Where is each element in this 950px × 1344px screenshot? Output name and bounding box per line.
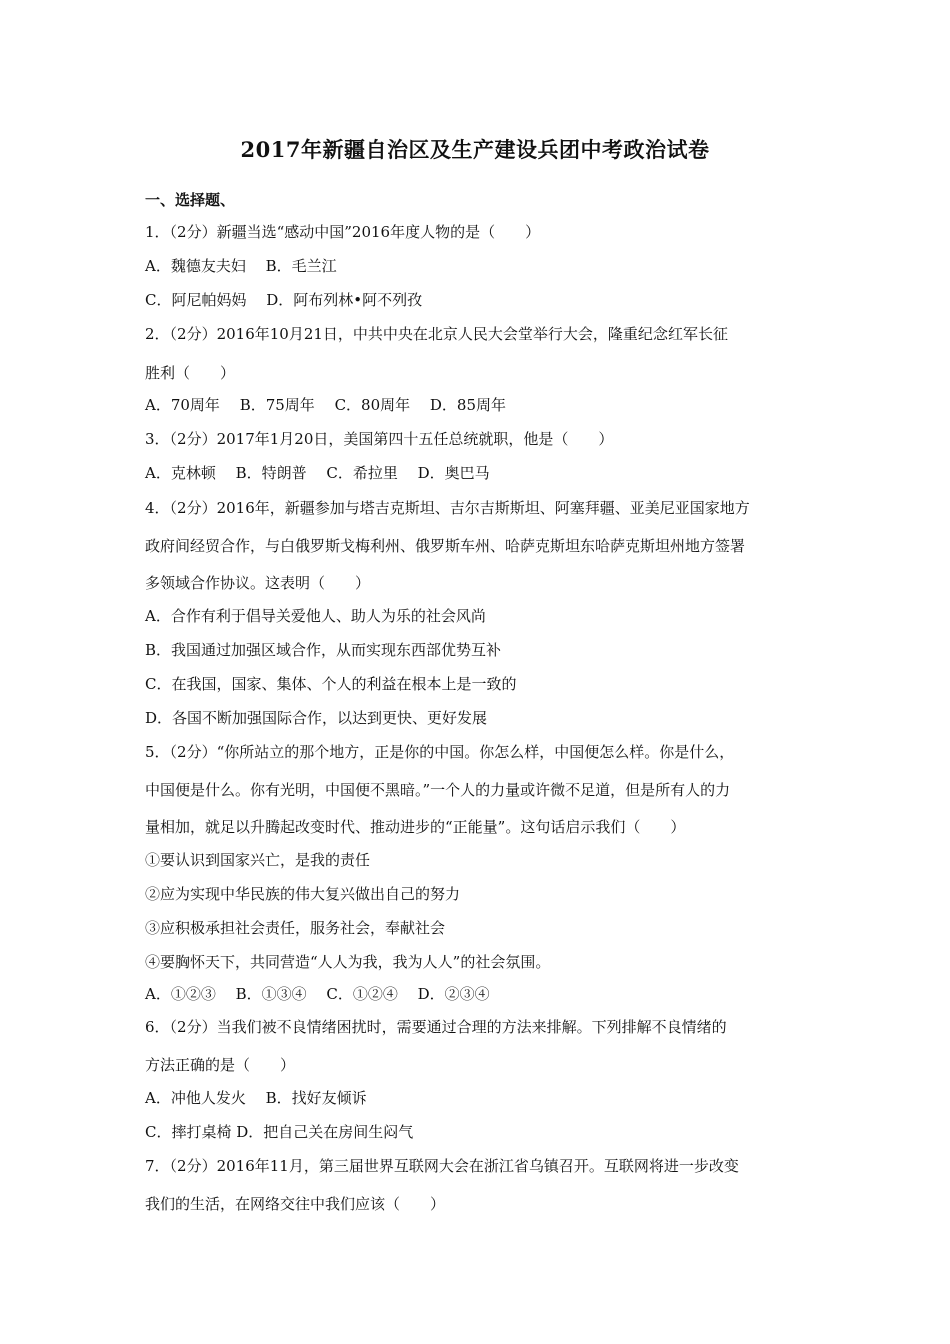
question-5-stem-line-2: 中国便是什么。你有光明，中国便不黑暗。”一个人的力量或许微不足道，但是所有人的力	[145, 781, 731, 799]
question-6-options-ab: A．冲他人发火 B．找好友倾诉	[145, 1089, 367, 1107]
document-title: 2017年新疆自治区及生产建设兵团中考政治试卷	[240, 137, 710, 162]
question-6-stem-line-1: 6．（2分）当我们被不良情绪困扰时，需要通过合理的方法来排解。下列排解不良情绪的	[145, 1018, 727, 1036]
question-6-options-cd: C．摔打桌椅 D．把自己关在房间生闷气	[145, 1123, 414, 1141]
question-1-options-ab: A．魏德友夫妇 B．毛兰江	[145, 257, 337, 275]
question-5-options: A．①②③ B．①③④ C．①②④ D．②③④	[145, 985, 490, 1003]
question-6-stem-line-2: 方法正确的是（ ）	[145, 1056, 296, 1074]
question-4-option-b: B．我国通过加强区域合作，从而实现东西部优势互补	[145, 641, 502, 659]
question-4-stem-line-3: 多领域合作协议。这表明（ ）	[145, 574, 371, 592]
question-4-stem-line-2: 政府间经贸合作，与白俄罗斯戈梅利州、俄罗斯车州、哈萨克斯坦东哈萨克斯坦州地方签署	[145, 537, 746, 555]
question-2-stem-line-1: 2．（2分）2016年10月21日，中共中央在北京人民大会堂举行大会，隆重纪念红军长征	[145, 325, 728, 343]
question-3-options: A．克林顿 B．特朗普 C．希拉里 D．奥巴马	[145, 464, 490, 482]
question-2-stem-line-2: 胜利（ ）	[145, 364, 236, 382]
question-7-stem-line-1: 7．（2分）2016年11月，第三届世界互联网大会在浙江省乌镇召开。互联网将进一步改变	[145, 1157, 739, 1175]
question-1-stem: 1．（2分）新疆当选“感动中国”2016年度人物的是（ ）	[145, 223, 541, 241]
question-4-option-a: A．合作有利于倡导关爱他人、助人为乐的社会风尚	[145, 607, 486, 625]
question-1-options-cd: C．阿尼帕妈妈 D．阿布列林•阿不列孜	[145, 291, 423, 309]
question-5-statement-1: ①要认识到国家兴亡，是我的责任	[145, 851, 371, 869]
question-4-option-c: C．在我国，国家、集体、个人的利益在根本上是一致的	[145, 675, 517, 693]
question-3-stem: 3．（2分）2017年1月20日，美国第四十五任总统就职，他是（ ）	[145, 430, 614, 448]
question-5-statement-2: ②应为实现中华民族的伟大复兴做出自己的努力	[145, 885, 461, 903]
question-4-option-d: D．各国不断加强国际合作，以达到更快、更好发展	[145, 709, 488, 727]
question-7-stem-line-2: 我们的生活，在网络交往中我们应该（ ）	[145, 1195, 446, 1213]
question-5-statement-3: ③应积极承担社会责任，服务社会，奉献社会	[145, 919, 446, 937]
question-4-stem-line-1: 4．（2分）2016年，新疆参加与塔吉克斯坦、吉尔吉斯斯坦、阿塞拜疆、亚美尼亚国家地方	[145, 499, 750, 517]
question-5-statement-4: ④要胸怀天下，共同营造“人人为我，我为人人”的社会氛围。	[145, 953, 551, 971]
section-heading: 一、选择题、	[145, 191, 236, 209]
question-5-stem-line-3: 量相加，就足以升腾起改变时代、推动进步的“正能量”。这句话启示我们（ ）	[145, 818, 686, 836]
question-2-options: A．70周年 B．75周年 C．80周年 D．85周年	[145, 396, 507, 414]
question-5-stem-line-1: 5．（2分）“你所站立的那个地方，正是你的中国。你怎么样，中国便怎么样。你是什么，	[145, 743, 735, 761]
